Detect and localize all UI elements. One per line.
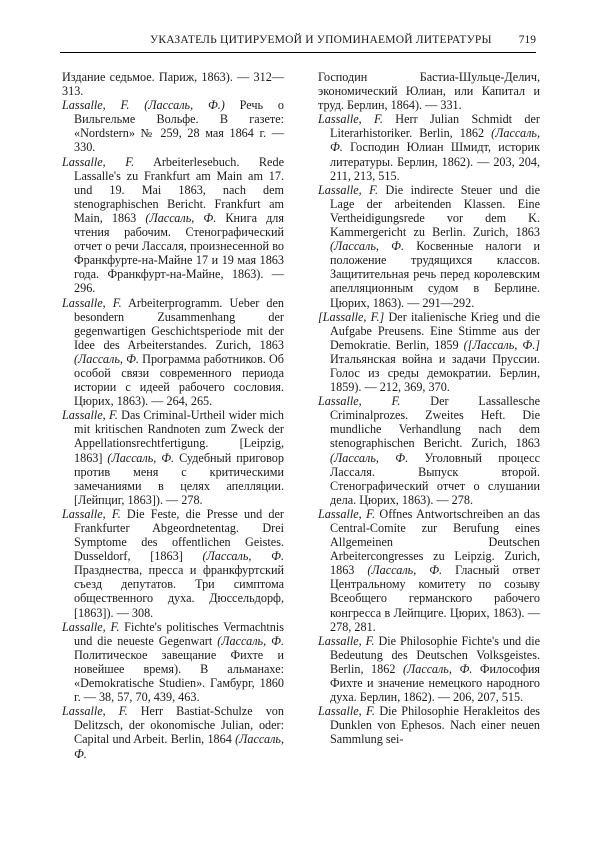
entry-italic-text: Lassalle, F. bbox=[318, 704, 375, 719]
entry-text: Политическое завещание Фихте и новейшее время). В альманахе: «Demokratische Studien». Гамбург, 1860 г. — 38, 57, 70, 439, 463. bbox=[74, 647, 284, 705]
bibliography-entry bbox=[62, 408, 284, 507]
entry-text: Der italienische Krieg und die Aufgabe Preusens. Eine Stimme aus der Demokratie. Berlin, 1859 bbox=[330, 309, 540, 352]
bibliography-entry bbox=[318, 507, 540, 634]
left-column bbox=[62, 70, 284, 761]
entry-italic-text: (Лассаль, Ф. bbox=[74, 732, 284, 761]
entry-text: Das Criminal-Urtheil wider mich mit kritischen Randnoten zum Zweck der Appellationsrechtfertigung. [Leipzig, 1863] bbox=[74, 408, 284, 465]
entry-text: Косвенные налоги и положение трудящихся классов. Защитительная речь перед королевским апелляционным судом в Берлине. Цюрих, 1863). — 291—292. bbox=[330, 239, 541, 310]
bibliography-entry bbox=[62, 155, 284, 296]
entry-italic-text: Lassalle, F. bbox=[318, 112, 383, 127]
bibliography-entry-continuation bbox=[62, 70, 284, 98]
entry-text: Гласный ответ Центральному комитету по созыву Всеобщего германского рабочего конгресса в Лейпциге. Цюрих, 1863). — 278, 281. bbox=[330, 563, 541, 634]
bibliography-entry bbox=[62, 704, 284, 760]
running-title: УКАЗАТЕЛЬ ЦИТИРУЕМОЙ И УПОМИНАЕМОЙ ЛИТЕРАТУРЫ bbox=[150, 34, 492, 46]
entry-italic-text: (Лассаль, Ф. bbox=[145, 210, 217, 225]
entry-text: Празднества, пресса и франкфуртский съезд депутатов. Три симптома общественного духа. Дюссельдорф, [1863]). — 308. bbox=[74, 563, 284, 620]
entry-italic-text: (Лассаль, Ф. bbox=[402, 661, 473, 676]
entry-text: Herr Julian Schmidt der Literarhistoriker. Berlin, 1862 bbox=[330, 112, 540, 141]
entry-text: Издание седьмое. Париж, 1863). — 312—313. bbox=[62, 70, 284, 99]
entry-text: Der Lassallesche Criminalprozes. Zweites Heft. Die mundliche Verhandlung nach dem stenographischen Bericht. Zurich, 1863 bbox=[330, 394, 540, 451]
entry-italic-text: (Лассаль, Ф. bbox=[202, 549, 284, 564]
bibliography-entry bbox=[318, 112, 540, 182]
entry-italic-text: [Lassalle, F.] bbox=[318, 309, 385, 324]
entry-italic-text: Lassalle, F. (Лассаль, Ф.) bbox=[62, 98, 225, 113]
entry-text: Die indirecte Steuer und die Lage der arbeitenden Klassen. Eine Vertheidigungsrede vor dem K. Kammergericht zu Berlin. Zurich, 1863 bbox=[330, 182, 540, 240]
entry-italic-text: ([Лассаль, Ф.] bbox=[463, 337, 540, 352]
entry-italic-text: (Лассаль, Ф. bbox=[330, 450, 409, 465]
running-header bbox=[60, 30, 536, 53]
bibliography-entry bbox=[318, 394, 540, 507]
entry-italic-text: Lassalle, F. bbox=[318, 506, 376, 521]
entry-text: Fichte's politisches Vermachtnis und die neueste Gegenwart bbox=[74, 619, 284, 648]
bibliography-entry bbox=[62, 620, 284, 705]
entry-text: Книга для чтения рабочим. Стенографический отчет о речи Лассаля, произнесенной во Франкфурте-на-Майне 17 и 19 мая 1863 года. Франкфурт-на-Майне, 1863). — 296. bbox=[74, 210, 284, 296]
bibliography-entry bbox=[318, 183, 540, 310]
entry-italic-text: Lassalle, F. bbox=[62, 704, 128, 719]
entry-text: Offnes Antwortschreiben an das Central-Comite zur Berufung eines Allgemeinen Deutschen Arbeitercongresses zu Leipzig. Zurich, 1863 bbox=[330, 506, 540, 578]
entry-italic-text: Lassalle, F. bbox=[62, 619, 120, 634]
bibliography-entry bbox=[318, 310, 540, 395]
entry-italic-text: Lassalle, F. bbox=[318, 182, 379, 197]
entry-italic-text: Lassalle, F. bbox=[62, 295, 122, 310]
entry-text: Herr Bastiat-Schulze von Delitzsch, der okonomische Julian, oder: Capital und Arbeit. Berlin, 1864 bbox=[74, 704, 284, 747]
entry-text: Речь о Вильгельме Вольфе. В газете: «Nordstern» № 259, 28 мая 1864 г. — 330. bbox=[74, 98, 284, 155]
bibliography-entry bbox=[62, 98, 284, 154]
entry-text: Господин Юлиан Шмидт, историк литературы. Берлин, 1862). — 203, 204, 211, 213, 515. bbox=[330, 140, 540, 183]
entry-text: Die Feste, die Presse und der Frankfurter Abgeordnetentag. Drei Symptome des offentlichen Geistes. Dusseldorf, [1863] bbox=[74, 506, 284, 564]
bibliography-entry bbox=[318, 634, 540, 704]
entry-italic-text: Lassalle, F. bbox=[62, 408, 118, 423]
bibliography-entry bbox=[318, 704, 540, 746]
entry-italic-text: (Лассаль, Ф. bbox=[330, 126, 540, 155]
entry-text: Господин Бастиа-Шульце-Делич, экономический Юлиан, или Капитал и труд. Берлин, 1864). — 331. bbox=[318, 70, 540, 113]
entry-text: Философия Фихте и значение немецкого народного духа. Берлин, 1862). — 206, 207, 515. bbox=[330, 661, 540, 705]
entry-italic-text: (Лассаль, Ф. bbox=[330, 239, 404, 254]
page-number: 719 bbox=[518, 34, 536, 46]
right-column bbox=[318, 70, 540, 747]
entry-text: Die Philosophie Fichte's und die Bedeutung des Deutschen Volksgeistes. Berlin, 1862 bbox=[330, 633, 540, 676]
entry-text: Итальянская война и задачи Пруссии. Голос из среды демократии. Берлин, 1859). — 212, 369, 370. bbox=[330, 351, 540, 395]
entry-text: Судебный приговор против меня с критическими замечаниями в целях апелляции. [Лейпциг, 1863]). — 278. bbox=[74, 450, 284, 507]
entry-text: Die Philosophie Herakleitos des Dunklen von Ephesos. Nach einer neuen Sammlung sei- bbox=[330, 704, 540, 747]
bibliography-entry-continuation bbox=[318, 70, 540, 112]
entry-italic-text: Lassalle, F. bbox=[62, 506, 121, 521]
bibliography-entry bbox=[62, 296, 284, 409]
entry-italic-text: Lassalle, F. bbox=[62, 154, 135, 169]
bibliography-entry bbox=[62, 507, 284, 620]
entry-text: Программа работников. Об особой связи современного периода истории с идеей рабочего сословия. Цюрих, 1863). — 264, 265. bbox=[74, 351, 285, 409]
entry-italic-text: (Лассаль, Ф. bbox=[107, 450, 175, 465]
entry-italic-text: Lassalle, F. bbox=[318, 633, 375, 648]
entry-text: Уголовный процесс Лассаля. Выпуск второй. Стенографический отчет о слушании дела. Цюрих, 1863). — 278. bbox=[330, 450, 540, 507]
entry-text: Arbeiterprogramm. Ueber den besondern Zusammenhang der gegenwartigen Geschichtsperiode mit der Idee des Arbeiterstandes. Zurich, 1863 bbox=[74, 295, 284, 352]
entry-italic-text: (Лассаль, Ф. bbox=[74, 351, 139, 366]
entry-text: Arbeiterlesebuch. Rede Lassalle's zu Frankfurt am Main am 17. und 19. Mai 1863, nach dem stenographischen Bericht. Frankfurt am Main, 1863 bbox=[74, 154, 284, 225]
entry-italic-text: (Лассаль, Ф. bbox=[217, 633, 284, 648]
entry-italic-text: (Лассаль, Ф. bbox=[367, 563, 443, 578]
entry-italic-text: Lassalle, F. bbox=[318, 394, 401, 409]
